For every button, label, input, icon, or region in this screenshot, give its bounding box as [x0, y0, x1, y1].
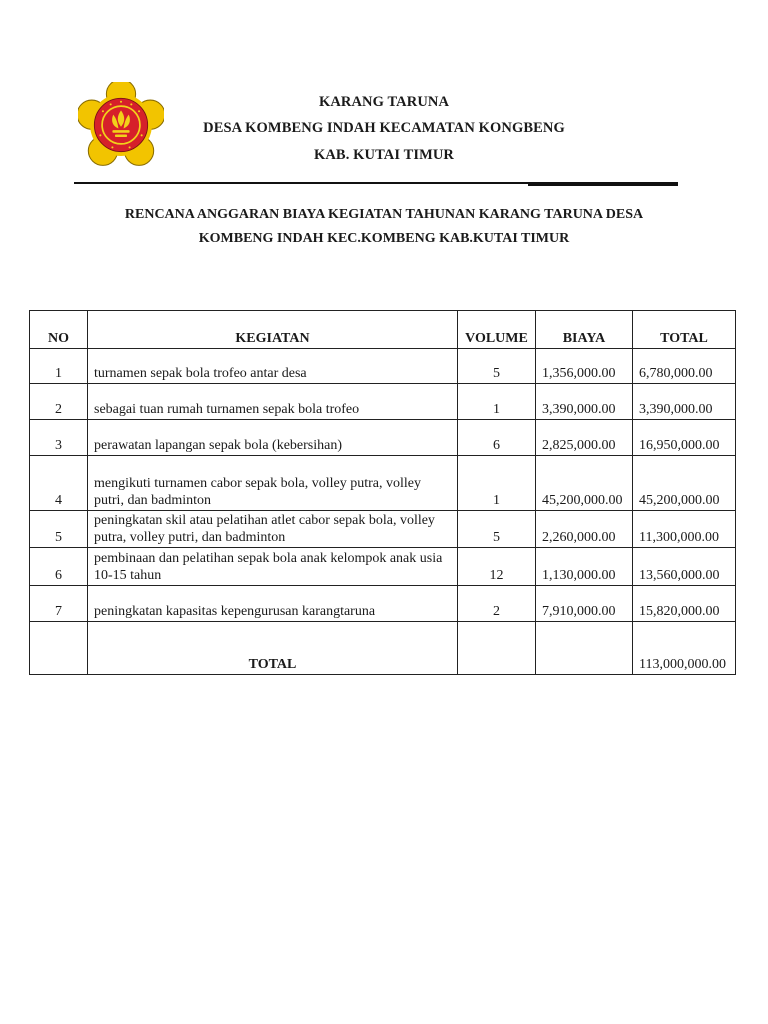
row-no: 7 — [30, 586, 88, 622]
row-volume: 1 — [458, 456, 536, 511]
header-volume: VOLUME — [458, 311, 536, 349]
row-volume: 1 — [458, 384, 536, 420]
row-no: 5 — [30, 511, 88, 548]
row-total: 16,950,000.00 — [633, 420, 736, 456]
document-title-line-2: KOMBENG INDAH KEC.KOMBENG KAB.KUTAI TIMUR — [198, 231, 570, 246]
row-volume: 5 — [458, 349, 536, 384]
row-kegiatan: peningkatan skil atau pelatihan atlet cabor sepak bola, volley putra, volley putri, dan badminton — [88, 511, 458, 548]
row-biaya: 1,130,000.00 — [536, 548, 633, 586]
row-no: 6 — [30, 548, 88, 586]
row-biaya: 45,200,000.00 — [536, 456, 633, 511]
table-row — [30, 586, 736, 622]
table-row — [30, 420, 736, 456]
grand-total: 113,000,000.00 — [633, 622, 736, 675]
table-row — [30, 548, 736, 586]
row-biaya: 2,260,000.00 — [536, 511, 633, 548]
row-biaya: 2,825,000.00 — [536, 420, 633, 456]
row-no: 4 — [30, 456, 88, 511]
row-total: 15,820,000.00 — [633, 586, 736, 622]
table-row — [30, 349, 736, 384]
header-biaya: BIAYA — [536, 311, 633, 349]
row-volume: 6 — [458, 420, 536, 456]
row-kegiatan: turnamen sepak bola trofeo antar desa — [88, 349, 458, 384]
row-total: 3,390,000.00 — [633, 384, 736, 420]
total-biaya-empty — [536, 622, 633, 675]
total-no-empty — [30, 622, 88, 675]
total-label: TOTAL — [88, 622, 458, 675]
row-total: 6,780,000.00 — [633, 349, 736, 384]
row-kegiatan: peningkatan kapasitas kepengurusan karangtaruna — [88, 586, 458, 622]
row-no: 3 — [30, 420, 88, 456]
budget-table — [29, 310, 736, 675]
row-no: 1 — [30, 349, 88, 384]
header-org-name: KARANG TARUNA — [318, 94, 450, 110]
row-no: 2 — [30, 384, 88, 420]
table-row — [30, 456, 736, 511]
row-volume: 2 — [458, 586, 536, 622]
row-kegiatan: perawatan lapangan sepak bola (kebersihan) — [88, 420, 458, 456]
row-biaya: 7,910,000.00 — [536, 586, 633, 622]
row-volume: 12 — [458, 548, 536, 586]
row-total: 13,560,000.00 — [633, 548, 736, 586]
header-divider-accent — [528, 183, 678, 186]
row-total: 11,300,000.00 — [633, 511, 736, 548]
table-total-row — [30, 622, 736, 675]
row-total: 45,200,000.00 — [633, 456, 736, 511]
header-total: TOTAL — [633, 311, 736, 349]
header-no: NO — [30, 311, 88, 349]
row-kegiatan: pembinaan dan pelatihan sepak bola anak kelompok anak usia 10-15 tahun — [88, 548, 458, 586]
row-kegiatan: sebagai tuan rumah turnamen sepak bola trofeo — [88, 384, 458, 420]
row-kegiatan: mengikuti turnamen cabor sepak bola, volley putra, volley putri, dan badminton — [88, 456, 458, 511]
table-row — [30, 384, 736, 420]
total-volume-empty — [458, 622, 536, 675]
header-kegiatan: KEGIATAN — [88, 311, 458, 349]
document-title-line-1: RENCANA ANGGARAN BIAYA KEGIATAN TAHUNAN KARANG TARUNA DESA — [124, 207, 644, 222]
table-header-row — [30, 311, 736, 349]
header-village: DESA KOMBENG INDAH KECAMATAN KONGBENG — [203, 120, 565, 136]
karang-taruna-logo — [78, 82, 164, 168]
header-regency: KAB. KUTAI TIMUR — [313, 147, 455, 163]
row-biaya: 1,356,000.00 — [536, 349, 633, 384]
row-biaya: 3,390,000.00 — [536, 384, 633, 420]
row-volume: 5 — [458, 511, 536, 548]
table-row — [30, 511, 736, 548]
